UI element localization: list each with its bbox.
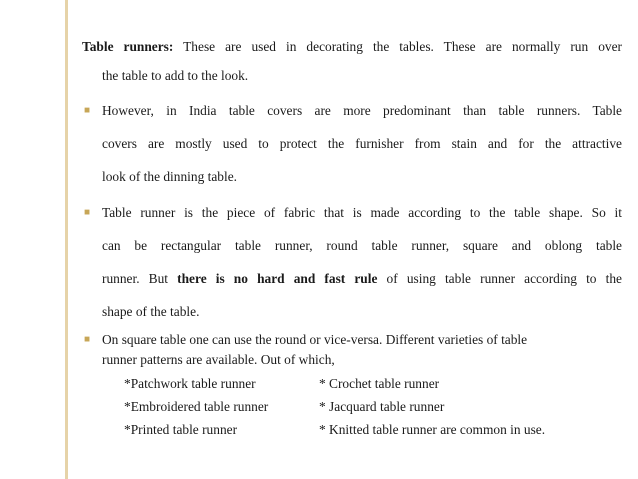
paragraph-line: shape of the table. bbox=[102, 304, 200, 319]
square-bullet-icon: ■ bbox=[84, 207, 91, 218]
paragraph-line: can be rectangular table runner, round table runner, square and oblong table bbox=[102, 238, 622, 253]
paragraph-table-runners bbox=[82, 32, 622, 90]
square-bullet-icon: ■ bbox=[84, 334, 91, 345]
variety-right: * Knitted table runner are common in use. bbox=[319, 422, 546, 437]
list-item bbox=[124, 372, 622, 395]
list-item bbox=[124, 395, 622, 418]
paragraph-line: On square table one can use the round or vice-versa. Different varieties of table bbox=[102, 332, 528, 347]
paragraph-line: look of the dinning table. bbox=[102, 169, 237, 184]
variety-right: * Crochet table runner bbox=[319, 376, 440, 391]
paragraph-line: However, in India table covers are more predominant than table runners. Table bbox=[102, 103, 622, 118]
bullet-paragraph-square-table bbox=[82, 330, 622, 370]
emphasis-text: there is no hard and fast rule bbox=[177, 271, 378, 286]
paragraph-line: Table runner is the piece of fabric that is made according to the table shape. So it bbox=[102, 205, 622, 220]
variety-left: *Patchwork table runner bbox=[124, 376, 256, 391]
accent-bar bbox=[65, 0, 68, 479]
paragraph-line bbox=[102, 262, 622, 295]
list-item bbox=[124, 418, 622, 441]
bullet-paragraph-fabric bbox=[82, 196, 622, 328]
paragraph-text: of using table runner according to the bbox=[377, 271, 622, 286]
paragraph-text: These are used in decorating the tables. These are normally run over bbox=[173, 39, 622, 54]
varieties-list bbox=[82, 372, 622, 441]
term-label: Table runners: bbox=[82, 39, 174, 54]
variety-left: *Embroidered table runner bbox=[124, 399, 269, 414]
slide-content bbox=[82, 32, 622, 441]
variety-right: * Jacquard table runner bbox=[319, 399, 445, 414]
variety-left: *Printed table runner bbox=[124, 422, 238, 437]
paragraph-line: covers are mostly used to protect the furnisher from stain and for the attractive bbox=[102, 136, 622, 151]
paragraph-text: runner. But bbox=[102, 271, 178, 286]
paragraph-line: the table to add to the look. bbox=[102, 68, 249, 83]
square-bullet-icon: ■ bbox=[84, 105, 91, 116]
bullet-paragraph-india bbox=[82, 94, 622, 193]
paragraph-line: runner patterns are available. Out of which, bbox=[102, 352, 335, 367]
paragraph-line bbox=[82, 32, 622, 61]
